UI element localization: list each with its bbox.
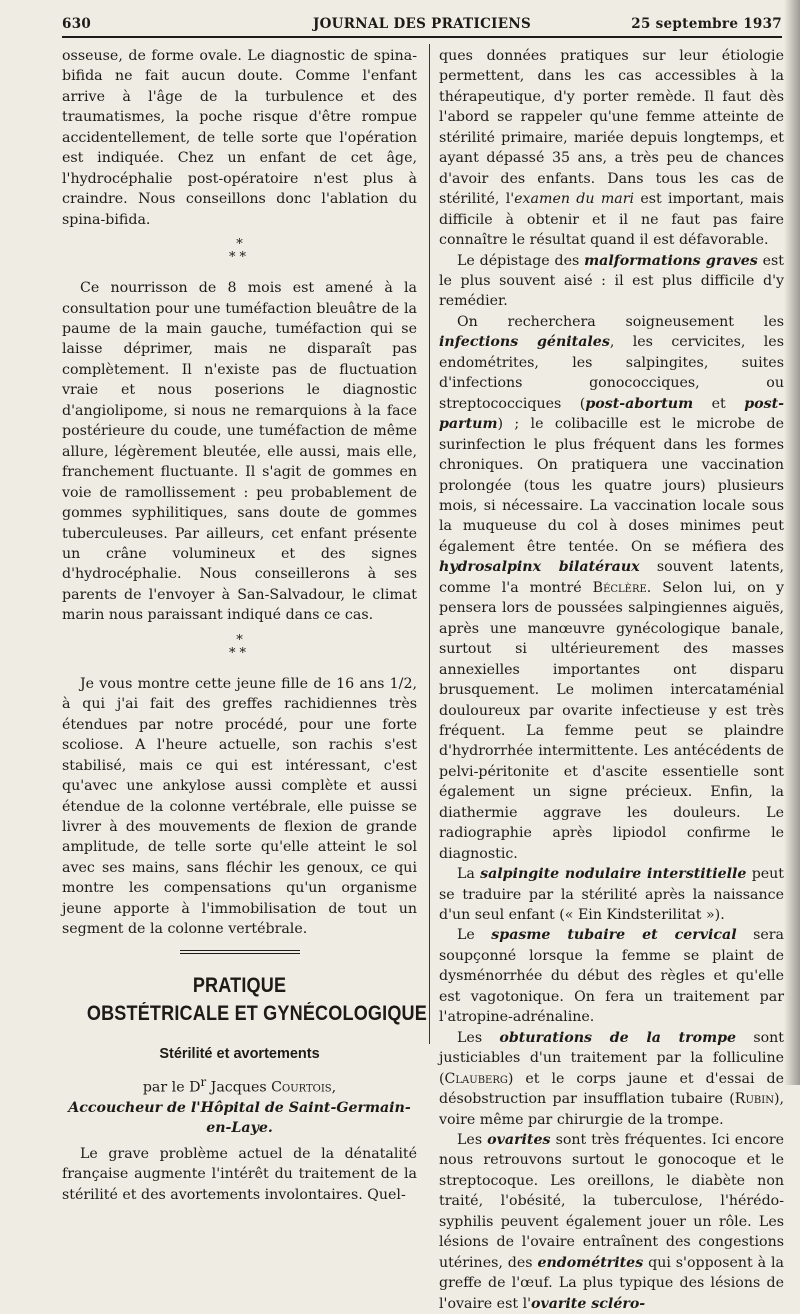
section-rule xyxy=(180,950,300,954)
paragraph-etiologie: ques données pratiques sur leur étiologie permettent, dans les cas accessibles à la thérapeutique, d'y porter remède. Il faut dès l'abord se rappeler qu'une femme atteinte de stérilité primaire, mariée depuis longtemps, et ayant dépassé 35 ans, a très peu de chances d'avoir des enfants. Dans tous les cas de stérilité, l'examen du mari est important, mais difficile à obtenir et il ne faut pas faire connaître le résultat quand il est défavorable. xyxy=(439,48,785,249)
section-title-line-1: PRATIQUE xyxy=(192,973,287,997)
left-column xyxy=(62,46,427,1205)
page-edge-shadow xyxy=(784,0,800,1085)
section-separator-stars: * ** xyxy=(229,237,250,266)
journal-title: JOURNAL DES PRATICIENS xyxy=(312,16,532,32)
author-affiliation: Accoucheur de l'Hôpital de Saint-Germain-en-Laye. xyxy=(68,1099,411,1136)
paragraph-infections: On recherchera soigneusement les infections génitales, les cervicites, les endométrites, les salpingites, suites d'infections gonococciques, ou streptococciques (post-abortum et post-partum) ; le colibacille est le microbe de surinfection le plus fréquent dans les formes chroniques. On pratiquera une vaccination prolongée (tous les quatre jours) plusieurs mois, si nécessaire. La vaccination locale sous la muqueuse du col à doses minimes peut également être tentée. On se méfiera des hydrosalpinx bilatéraux souvent latents, comme l'a montré Béclère. Selon lui, on y pensera lors de poussées salpingiennes aiguës, après une manœuvre gynécologique banale, surtout si ultérieurement des masses annexielles importantes ont disparu brusquement. Le molimen intercataménial douloureux par ovarite infectieuse y est très fréquent. La femme peut se plaindre d'hydrorrhée intermittente. Les antécédents de pelvi-péritonite et d'ascite essentielle sont également un signe précieux. Enfin, la diathermie aggrave les douleurs. Le radiographie après lipiodol confirme le diagnostic. xyxy=(439,313,785,862)
article-title: Stérilité et avortements xyxy=(159,1045,320,1062)
paragraph-malformations: Le dépistage des malformations graves est le plus souvent aisé : il est plus difficile d'y remédier. xyxy=(439,252,784,310)
header-rule xyxy=(62,36,782,38)
author-byline: par le $D^r$ Jacques Courtois, xyxy=(142,1075,337,1096)
paragraph-nourrisson: Ce nourrisson de 8 mois est amené à la consultation pour une tuméfaction bleuâtre de la paume de la main gauche, tuméfaction qui se laisse déprimer, mais ne disparaît pas complètement. Il n'existe pas de fluctuation vraie et nous poserions le diagnostic d'angiolipome, si nous ne remarquions à la face postérieure du coude, une tuméfaction de même allure, légèrement bleutée, elle aussi, mais elle, franchement fluctuante. Il s'agit de gommes en voie de ramollissement : peu probablement de gommes syphilitiques, sans doute de gommes tuberculeuses. Par ailleurs, cet enfant présente un crâne volumineux et des signes d'hydrocéphalie. Nous conseillerons à ses parents de l'envoyer à San-Salvadour, le climat marin nous paraissant indiqué dans ce cas. xyxy=(62,280,417,624)
issue-date: 25 septembre 1937 xyxy=(631,16,782,32)
paragraph-spina-bifida: osseuse, de forme ovale. Le diagnostic de spina-bifida ne fait aucun doute. Comme l'enfant arrive à l'âge de la turbulence et des traumatismes, la poche risque d'être rompue accidentellement, de telle sorte que l'opération est indiquée. Chez un enfant de cet âge, l'hydrocéphalie post-opératoire n'est plus à craindre. Nous conseillons donc l'ablation du spina-bifida. xyxy=(62,48,417,228)
paragraph-obturations: Les obturations de la trompe sont justiciables d'un traitement par la folliculine (Clauberg) et le corps jaune et d'essai de désobstruction par insufflation tubaire (Rubin), voire même par chirurgie de la trompe. xyxy=(439,1029,785,1128)
paragraph-salpingite: La salpingite nodulaire interstitielle peut se traduire par la stérilité après la naissance d'un seul enfant (« Ein Kindsterilitat »). xyxy=(439,866,785,924)
column-divider xyxy=(429,44,430,1044)
section-separator-stars: * ** xyxy=(229,632,250,661)
paragraph-ovarites: Les ovarites sont très fréquentes. Ici encore nous retrouvons surtout le gonocoque et le streptocoque. Les oreillons, le diabète non traité, l'obésité, la tuberculose, l'hérédo-syphilis peuvent également jouer un rôle. Les lésions de l'ovaire entraînent des congestions utérines, des endométrites qui s'opposent à la greffe de l'œuf. La plus typique des lésions de l'ovaire est l'ovarite scléro- xyxy=(439,1132,785,1312)
paragraph-spasme: Le spasme tubaire et cervical sera soupçonné lorsque la femme se plaint de dysménorrhée du début des règles et qu'elle est vagotonique. On fera un traitement par l'atropine-adrénaline. xyxy=(439,927,784,1026)
page-header xyxy=(62,14,782,36)
paragraph-intro: Le grave problème actuel de la dénatalité française augmente l'intérêt du traitement de la stérilité et des avortements involontaires. Quel- xyxy=(62,1145,417,1203)
author-name: Courtois, xyxy=(271,1079,337,1096)
section-title-line-2: OBSTÉTRICALE ET GYNÉCOLOGIQUE xyxy=(86,1001,427,1025)
page-number: 630 xyxy=(62,16,92,32)
right-column xyxy=(439,46,784,1314)
paragraph-scoliose: Je vous montre cette jeune fille de 16 ans 1/2, à qui j'ai fait des greffes rachidiennes très étendues par notre procédé, pour une forte scoliose. A l'heure actuelle, son rachis s'est stabilisé, mais ce qui est intéressant, c'est qu'avec une ankylose aussi complète et aussi étendue de la colonne vertébrale, elle puisse se livrer à des mouvements de flexion de grande amplitude, de telle sorte qu'elle atteint le sol avec ses mains, sans fléchir les genoux, ce qui montre les compensations qu'un organisme jeune apporte à l'immobilisation de tout un segment de la colonne vertébrale. xyxy=(62,675,417,938)
